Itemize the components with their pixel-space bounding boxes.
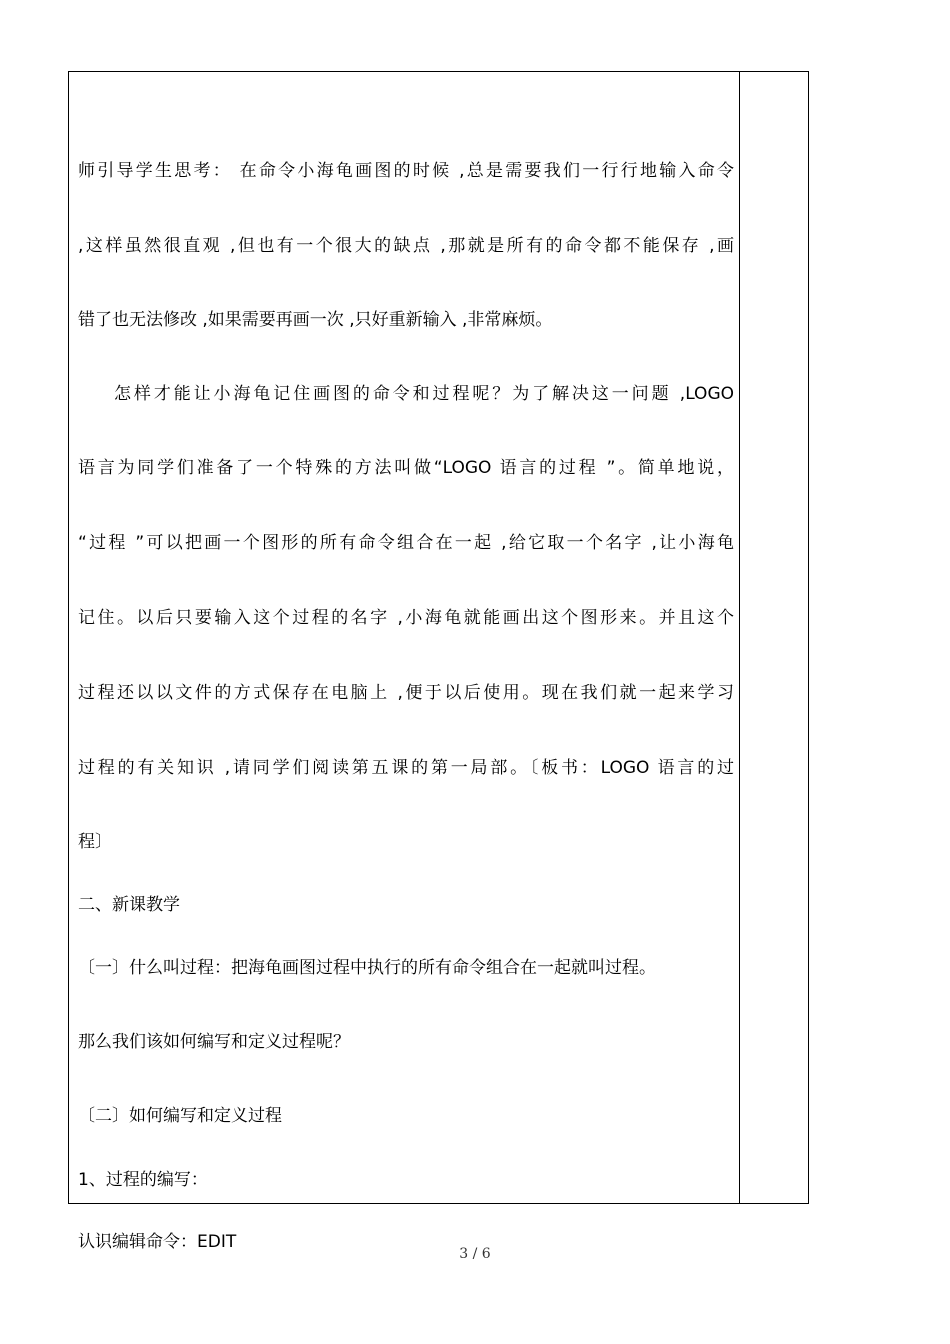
text-line: 错了也无法修改 ,如果需要再画一次 ,只好重新输入 ,非常麻烦。 (78, 310, 553, 330)
text-line: 程〕 (78, 832, 112, 852)
column-divider (739, 72, 740, 1203)
text-line: 那么我们该如何编写和定义过程呢？ (78, 1032, 350, 1052)
text-line: 语言为同学们准备了一个特殊的方法叫做“LOGO 语言的过程 ”。简单地说， (78, 458, 734, 478)
text-line: 〔一〕什么叫过程：把海龟画图过程中执行的所有命令组合在一起就叫过程。 (78, 958, 656, 978)
document-table (68, 71, 809, 1252)
page-number: 3 / 6 (459, 1246, 491, 1262)
section-heading: 二、新课教学 (78, 895, 180, 915)
text-line: 记住。以后只要输入这个过程的名字 ,小海龟就能画出这个图形来。并且这个 (78, 608, 734, 628)
text-line: 过程还以以文件的方式保存在电脑上 ,便于以后使用。现在我们就一起来学习 (78, 683, 734, 703)
text-line: “过程 ”可以把画一个图形的所有命令组合在一起 ,给它取一个名字 ,让小海龟 (78, 533, 734, 553)
text-line: 认识编辑命令：EDIT (78, 1232, 237, 1252)
text-line: 师引导学生思考： 在命令小海龟画图的时候 ,总是需要我们一行行地输入命令 (78, 161, 734, 181)
text-line: ,这样虽然很直观 ,但也有一个很大的缺点 ,那就是所有的命令都不能保存 ,画 (78, 236, 734, 256)
text-line: 怎样才能让小海龟记住画图的命令和过程呢？为了解决这一问题 ,LOGO (114, 384, 734, 404)
subsection-heading: 〔二〕如何编写和定义过程 (78, 1106, 282, 1126)
text-line: 过程的有关知识 ,请同学们阅读第五课的第一局部。〔板书：LOGO 语言的过 (78, 758, 734, 778)
text-line: 1、过程的编写： (78, 1170, 208, 1190)
